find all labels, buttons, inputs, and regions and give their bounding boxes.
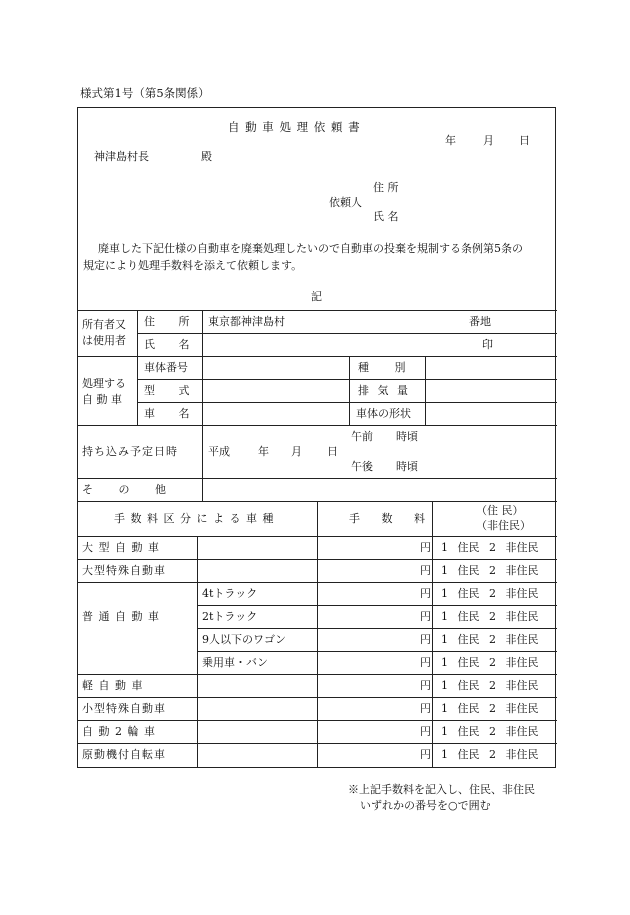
addressee: 神津島村長 xyxy=(94,150,149,163)
fee-yen-label: 円 xyxy=(420,656,431,669)
date-year: 年 xyxy=(445,134,456,147)
other-label: そ の 他 xyxy=(82,483,166,496)
residency-option[interactable]: 1 住民 2 非住民 xyxy=(441,656,539,669)
residency-option[interactable]: 1 住民 2 非住民 xyxy=(441,702,539,715)
fee-row-subcategory: 2tトラック xyxy=(202,610,258,623)
vehicle-label-2: 自 動 車 xyxy=(82,393,122,406)
owner-address-value[interactable]: 東京都神津島村 xyxy=(208,315,285,328)
body-number-label: 車体番号 xyxy=(144,361,188,374)
fee-yen-label: 円 xyxy=(420,702,431,715)
owner-seal: 印 xyxy=(482,338,493,351)
fee-yen-label: 円 xyxy=(420,679,431,692)
delivery-label: 持ち込み予定日時 xyxy=(82,445,178,458)
resident-header: （住 民） xyxy=(476,504,524,517)
fee-row-subcategory: 9人以下のワゴン xyxy=(202,633,286,646)
form-frame xyxy=(77,107,556,768)
date-month: 月 xyxy=(483,134,494,147)
fee-row-category: 原動機付自転車 xyxy=(82,748,166,761)
note-line-1: ※上記手数料を記入し、住民、非住民 xyxy=(348,783,535,796)
residency-option[interactable]: 1 住民 2 非住民 xyxy=(441,633,539,646)
owner-name-label: 氏 名 xyxy=(144,338,190,351)
displacement-label: 排 気 量 xyxy=(358,384,408,397)
residency-option[interactable]: 1 住民 2 非住民 xyxy=(441,564,539,577)
delivery-era: 平成 xyxy=(208,445,230,458)
fee-yen-label: 円 xyxy=(420,587,431,600)
fee-row-subcategory: 4tトラック xyxy=(202,587,258,600)
nonresident-header: （非住民） xyxy=(476,519,531,532)
residency-option[interactable]: 1 住民 2 非住民 xyxy=(441,725,539,738)
fee-row-category: 大 型 自 動 車 xyxy=(82,541,160,554)
residency-option[interactable]: 1 住民 2 非住民 xyxy=(441,610,539,623)
fee-yen-label: 円 xyxy=(420,541,431,554)
delivery-year: 年 xyxy=(258,445,269,458)
fee-yen-label: 円 xyxy=(420,610,431,623)
requester-label: 依頼人 xyxy=(329,196,362,209)
delivery-pm: 午後 xyxy=(351,460,373,473)
requester-name-label: 氏 名 xyxy=(373,210,399,223)
delivery-month: 月 xyxy=(291,445,302,458)
ki-label: 記 xyxy=(311,290,322,303)
model-label: 型 式 xyxy=(144,384,190,397)
delivery-day: 日 xyxy=(327,445,338,458)
fee-row-category: 自 動 2 輪 車 xyxy=(82,725,156,738)
type-label: 種 別 xyxy=(358,361,406,374)
fee-yen-label: 円 xyxy=(420,725,431,738)
fee-header: 手 数 料 xyxy=(349,512,425,525)
honorific: 殿 xyxy=(201,150,212,163)
date-day: 日 xyxy=(519,134,530,147)
owner-banchi: 番地 xyxy=(469,315,491,328)
requester-address-label: 住 所 xyxy=(373,181,399,194)
body-text-line1: 廃車した下記仕様の自動車を廃棄処理したいので自動車の投棄を規制する条例第5条の xyxy=(98,242,523,255)
residency-option[interactable]: 1 住民 2 非住民 xyxy=(441,541,539,554)
fee-row-category: 大型特殊自動車 xyxy=(82,564,166,577)
fee-row-category: 軽 自 動 車 xyxy=(82,679,144,692)
form-title: 自 動 車 処 理 依 頼 書 xyxy=(228,120,361,134)
residency-option[interactable]: 1 住民 2 非住民 xyxy=(441,679,539,692)
body-text-line2: 規定により処理手数料を添えて依頼します。 xyxy=(83,259,303,272)
fee-row-category: 普 通 自 動 車 xyxy=(82,610,160,623)
fee-yen-label: 円 xyxy=(420,748,431,761)
body-shape-label: 車体の形状 xyxy=(356,407,411,420)
car-name-label: 車 名 xyxy=(144,407,190,420)
residency-option[interactable]: 1 住民 2 非住民 xyxy=(441,587,539,600)
owner-label-2: は使用者 xyxy=(82,334,126,347)
fee-row-subcategory: 乗用車・バン xyxy=(202,656,268,669)
delivery-am: 午前 xyxy=(351,430,373,443)
note-line-2: いずれかの番号を○で囲む xyxy=(360,799,491,812)
residency-option[interactable]: 1 住民 2 非住民 xyxy=(441,748,539,761)
fee-yen-label: 円 xyxy=(420,633,431,646)
vehicle-label-1: 処理する xyxy=(82,377,126,390)
delivery-pm-time: 時頃 xyxy=(396,460,418,473)
owner-address-label: 住 所 xyxy=(144,315,190,328)
fee-yen-label: 円 xyxy=(420,564,431,577)
delivery-am-time: 時頃 xyxy=(396,430,418,443)
fee-category-header: 手 数 料 区 分 に よ る 車 種 xyxy=(114,512,275,525)
fee-row-category: 小型特殊自動車 xyxy=(82,702,166,715)
form-number-label: 様式第1号（第5条関係） xyxy=(80,86,210,100)
owner-label-1: 所有者又 xyxy=(82,318,126,331)
